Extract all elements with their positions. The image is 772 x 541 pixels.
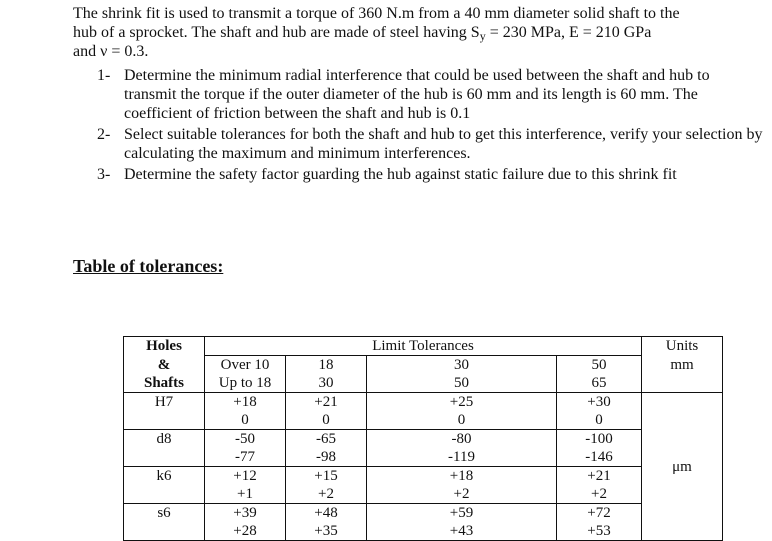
units-micrometer: μm xyxy=(642,393,723,541)
table-row: H7 +18 +21 +25 +30 μm xyxy=(124,393,723,412)
yield-subscript: y xyxy=(479,29,486,43)
table-row: d8 -50 -65 -80 -100 xyxy=(124,430,723,449)
table-row: & Over 10 18 30 50 mm xyxy=(124,356,723,375)
table-row: s6 +39 +48 +59 +72 xyxy=(124,504,723,523)
header-limit-tolerances: Limit Tolerances xyxy=(205,337,642,356)
question-item: 2- Select suitable tolerances for both the shaft and hub to get this interference, verify your selection by calculating the maximum and minimum interferences. xyxy=(97,126,763,162)
problem-statement xyxy=(73,4,765,61)
tolerance-table xyxy=(123,336,723,541)
table-row xyxy=(124,337,723,356)
header-units: Units xyxy=(642,337,723,356)
intro-line-3: and ν = 0.3. xyxy=(73,43,149,60)
header-holes: Holes xyxy=(124,337,205,356)
question-item: 1- Determine the minimum radial interference that could be used between the shaft and hub to transmit the torque if the outer diameter of the hub is 60 mm and its length is 60 mm. The coefficient of friction between the shaft and hub is 0.1 xyxy=(97,67,710,122)
table-row: Shafts Up to 18 30 50 65 xyxy=(124,374,723,393)
row-name-k6: k6 xyxy=(124,467,205,504)
header-amp: & xyxy=(124,356,205,375)
table-heading: Table of tolerances: xyxy=(73,256,224,276)
header-shafts: Shafts xyxy=(124,374,205,393)
row-name-h7: H7 xyxy=(124,393,205,430)
question-item: 3- Determine the safety factor guarding the hub against static failure due to this shrink fit xyxy=(97,166,677,183)
question-list xyxy=(97,66,764,186)
units-mm: mm xyxy=(642,356,723,393)
table-row: 0 0 0 0 xyxy=(124,411,723,430)
table-row: k6 +12 +15 +18 +21 xyxy=(124,467,723,486)
table-row: +28 +35 +43 +53 xyxy=(124,522,723,541)
intro-line-2: hub of a sprocket. The shaft and hub are made of steel having $S_y = 230$ MPa, E = 210 GPa xyxy=(73,24,652,43)
row-name-s6: s6 xyxy=(124,504,205,541)
row-name-d8: d8 xyxy=(124,430,205,467)
table-row: -77 -98 -119 -146 xyxy=(124,448,723,467)
table-row: +1 +2 +2 +2 xyxy=(124,485,723,504)
intro-line-1: The shrink fit is used to transmit a torque of 360 N.m from a 40 mm diameter solid shaft to the xyxy=(73,5,680,22)
